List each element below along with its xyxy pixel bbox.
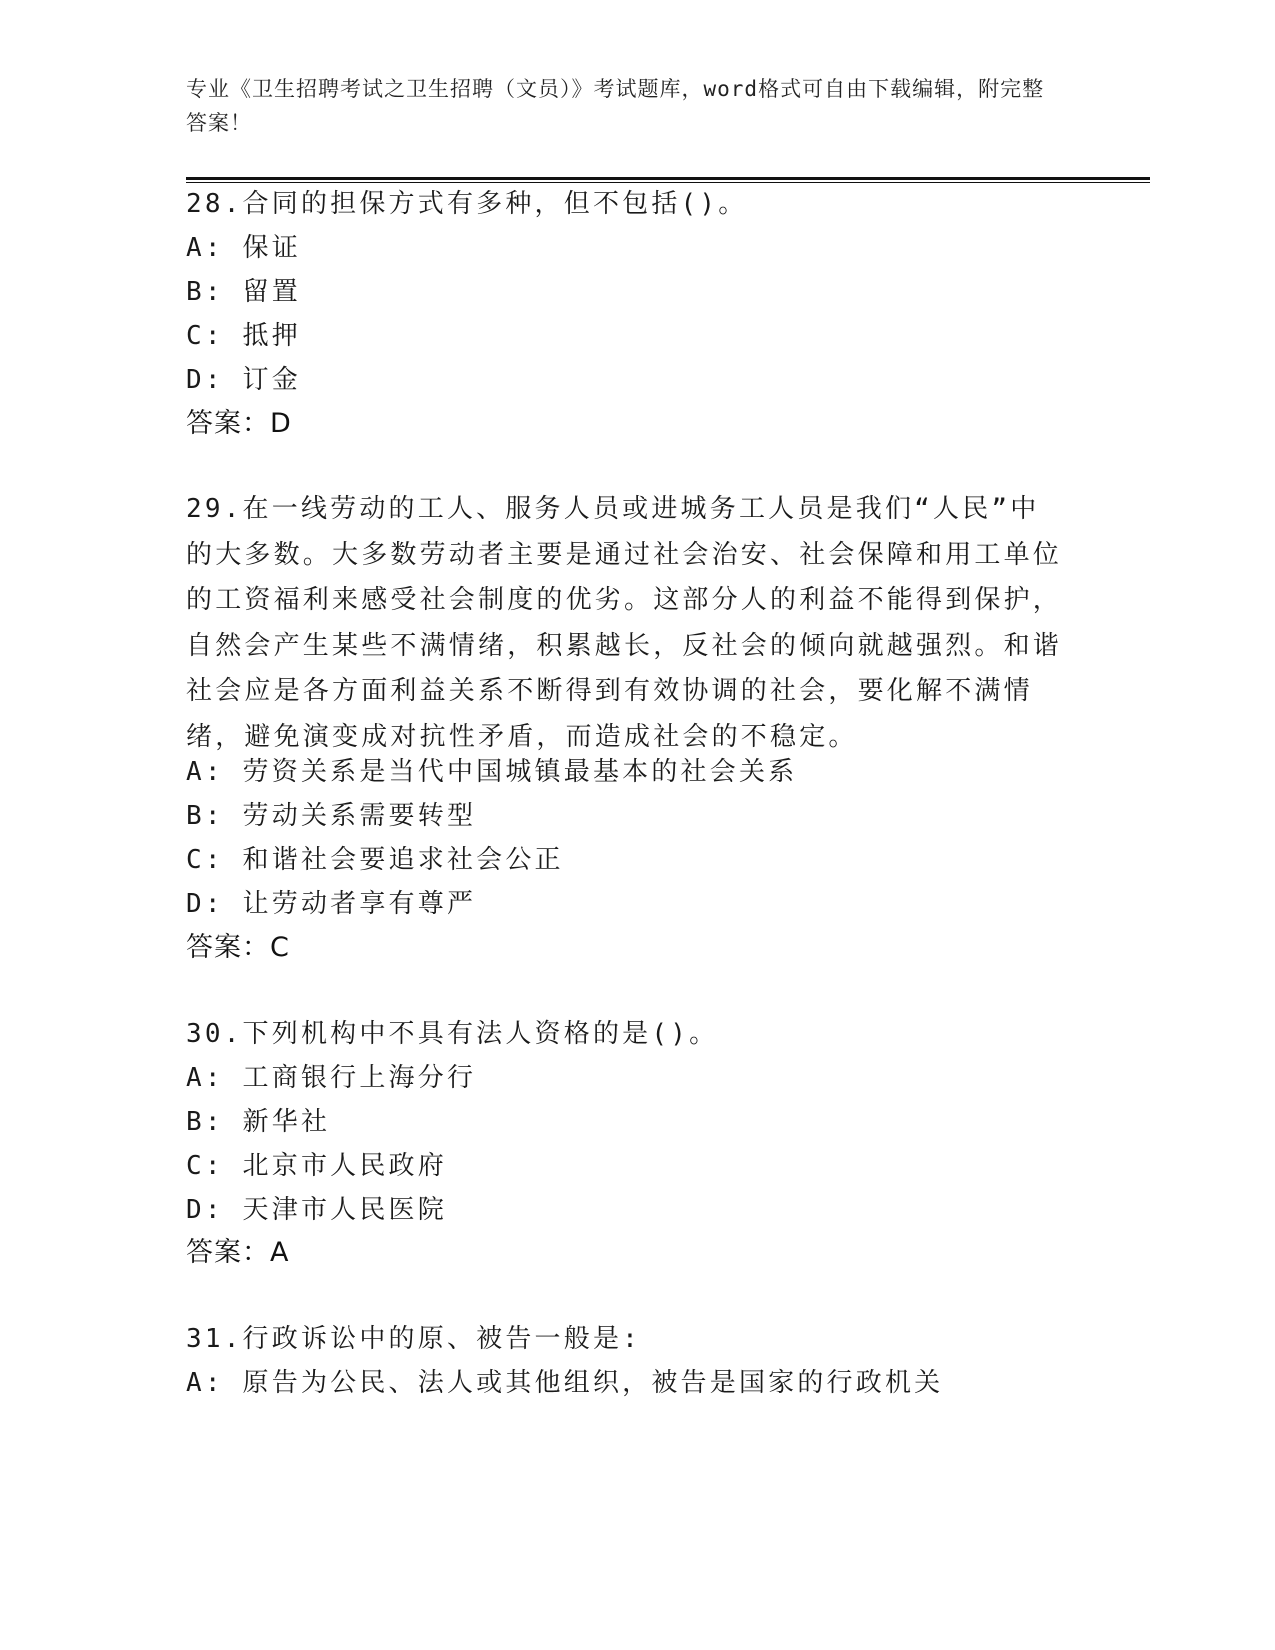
question-28-option-b: B: 留置 — [186, 277, 301, 307]
question-31-stem: 31.行政诉讼中的原、被告一般是: — [186, 1324, 642, 1354]
question-29-option-c: C: 和谐社会要追求社会公正 — [186, 845, 564, 875]
question-29-option-b: B: 劳动关系需要转型 — [186, 801, 477, 831]
header-note: 专业《卫生招聘考试之卫生招聘（文员）》考试题库，word格式可自由下载编辑，附完整答案！ — [186, 77, 1045, 135]
question-30-stem: 30.下列机构中不具有法人资格的是()。 — [186, 1019, 719, 1049]
question-29-stem: 29.在一线劳动的工人、服务人员或进城务工人员是我们“人民”中的大多数。大多数劳动者主要是通过社会治安、社会保障和用工单位的工资福利来感受社会制度的优劣。这部分人的利益不能得到保护，自然会产生某些不满情绪，积累越长，反社会的倾向就越强烈。和谐社会应是各方面利益关系不断得到有效协调的社会，要化解不满情绪，避免演变成对抗性矛盾，而造成社会的不稳定。 — [186, 494, 1063, 752]
question-30-option-d: D: 天津市人民医院 — [186, 1195, 447, 1225]
question-28-stem: 28.合同的担保方式有多种，但不包括()。 — [186, 189, 748, 219]
question-29-option-d: D: 让劳动者享有尊严 — [186, 889, 477, 919]
header-divider-thick — [186, 177, 1150, 180]
question-28-option-a: A: 保证 — [186, 233, 301, 263]
question-30-answer: 答案：A — [186, 1237, 290, 1268]
question-28-option-c: C: 抵押 — [186, 321, 301, 351]
question-31-option-a: A: 原告为公民、法人或其他组织，被告是国家的行政机关 — [186, 1368, 944, 1398]
question-29-option-a: A: 劳资关系是当代中国城镇最基本的社会关系 — [186, 757, 798, 787]
question-28-option-d: D: 订金 — [186, 365, 301, 395]
question-30-option-b: B: 新华社 — [186, 1107, 331, 1137]
question-28-answer: 答案：D — [186, 408, 292, 439]
question-30-option-c: C: 北京市人民政府 — [186, 1151, 447, 1181]
question-30-option-a: A: 工商银行上海分行 — [186, 1063, 477, 1093]
question-29-answer: 答案：C — [186, 932, 290, 963]
